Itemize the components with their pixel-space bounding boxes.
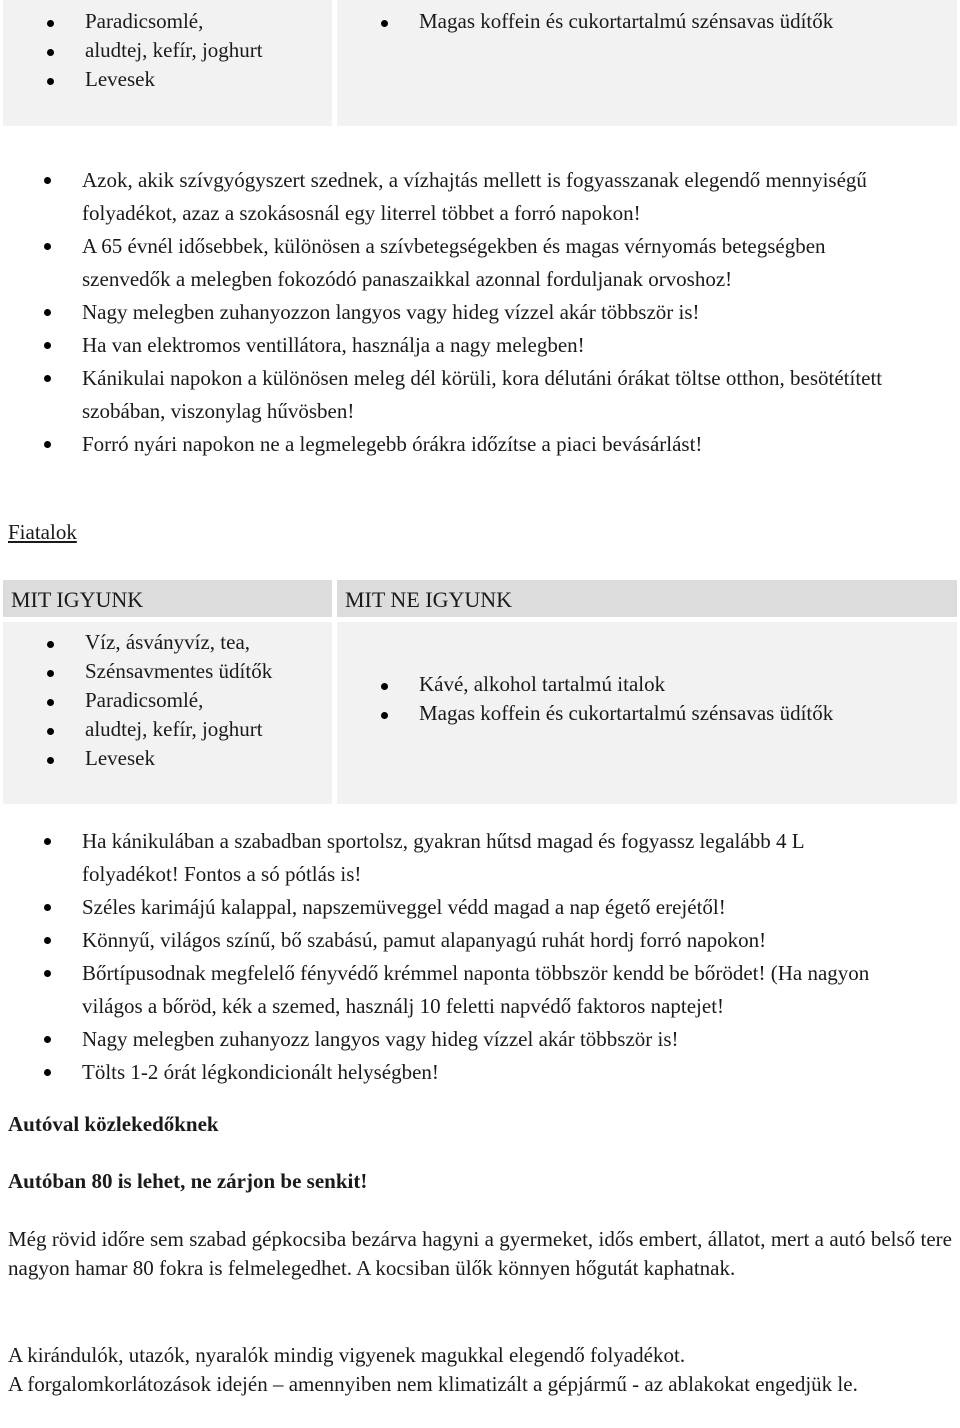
list-item: Ha van elektromos ventillátora, használja a nagy melegben! xyxy=(0,329,900,362)
youth-tips-list xyxy=(0,825,900,1089)
list-item: aludtej, kefír, joghurt xyxy=(3,715,272,744)
youth-table-header-left xyxy=(3,580,332,617)
top-table-right-cell xyxy=(337,0,957,126)
list-item: A 65 évnél idősebbek, különösen a szívbetegségekben és magas vérnyomás betegségben szenvedők a melegben fokozódó panaszaikkal azonnal forduljanak orvoshoz! xyxy=(0,230,900,296)
drivers-subheading: Autóban 80 is lehet, ne zárjon be senkit! xyxy=(8,1169,368,1193)
list-item: aludtej, kefír, joghurt xyxy=(3,36,263,65)
list-item: Kánikulai napokon a különösen meleg dél körüli, kora délutáni órákat töltse otthon, besötétített szobában, viszonylag hűvösben! xyxy=(0,362,900,428)
top-table-left-cell xyxy=(3,0,332,126)
list-item: Nagy melegben zuhanyozzon langyos vagy hideg vízzel akár többször is! xyxy=(0,296,900,329)
drivers-heading: Autóval közlekedőknek xyxy=(8,1112,219,1136)
youth-table-right-cell xyxy=(337,622,957,804)
drivers-paragraph: Még rövid időre sem szabad gépkocsiba bezárva hagyni a gyermeket, idős embert, állatot, mert a autó belső tere nagyon hamar 80 fokra is felmelegedhet. A kocsiban ülők könnyen hőgutát kaphatnak. xyxy=(8,1227,952,1280)
list-item: Könnyű, világos színű, bő szabású, pamut alapanyagú ruhát hordj forró napokon! xyxy=(0,924,900,957)
list-item: Levesek xyxy=(3,65,263,94)
list-item: Azok, akik szívgyógyszert szednek, a vízhajtás mellett is fogyasszanak elegendő mennyiségű folyadékot, azaz a szokásosnál egy literrel többet a forró napokon! xyxy=(0,164,900,230)
top-left-list xyxy=(3,7,263,94)
youth-heading-link[interactable]: Fiatalok xyxy=(8,520,77,544)
list-item: Paradicsomlé, xyxy=(3,7,263,36)
list-item: Víz, ásványvíz, tea, xyxy=(3,628,272,657)
list-item: Szénsavmentes üdítők xyxy=(3,657,272,686)
list-item: Nagy melegben zuhanyozz langyos vagy hideg vízzel akár többször is! xyxy=(0,1023,900,1056)
top-right-list xyxy=(337,7,833,36)
elderly-tips-list xyxy=(0,164,900,461)
list-item: Paradicsomlé, xyxy=(3,686,272,715)
list-item: Levesek xyxy=(3,744,272,773)
list-item: Bőrtípusodnak megfelelő fényvédő krémmel naponta többször kendd be bőrödet! (Ha nagyon világos a bőröd, kék a szemed, használj 10 feletti napvédő faktoros naptejet! xyxy=(0,957,900,1023)
list-item: Forró nyári napokon ne a legmelegebb órákra időzítse a piaci bevásárlást! xyxy=(0,428,900,461)
list-item: Magas koffein és cukortartalmú szénsavas üdítők xyxy=(337,699,833,728)
travel-line-1: A kirándulók, utazók, nyaralók mindig vigyenek magukkal elegendő folyadékot. xyxy=(8,1343,686,1367)
header-label: MIT IGYUNK xyxy=(11,587,144,612)
list-item: Kávé, alkohol tartalmú italok xyxy=(337,670,833,699)
list-item: Széles karimájú kalappal, napszemüveggel védd magad a nap égető erejétől! xyxy=(0,891,900,924)
avoid-drink-list xyxy=(337,670,833,728)
youth-table-left-cell xyxy=(3,622,332,804)
list-item: Ha kánikulában a szabadban sportolsz, gyakran hűtsd magad és fogyassz legalább 4 L folyadékot! Fontos a só pótlás is! xyxy=(0,825,900,891)
list-item: Tölts 1-2 órát légkondicionált helységben! xyxy=(0,1056,900,1089)
youth-table-header-right xyxy=(337,580,957,617)
header-label: MIT NE IGYUNK xyxy=(345,587,513,612)
drink-list xyxy=(3,628,272,773)
travel-line-2: A forgalomkorlátozások idején – amennyiben nem klimatizált a gépjármű - az ablakokat engedjük le. xyxy=(8,1372,858,1396)
list-item: Magas koffein és cukortartalmú szénsavas üdítők xyxy=(337,7,833,36)
